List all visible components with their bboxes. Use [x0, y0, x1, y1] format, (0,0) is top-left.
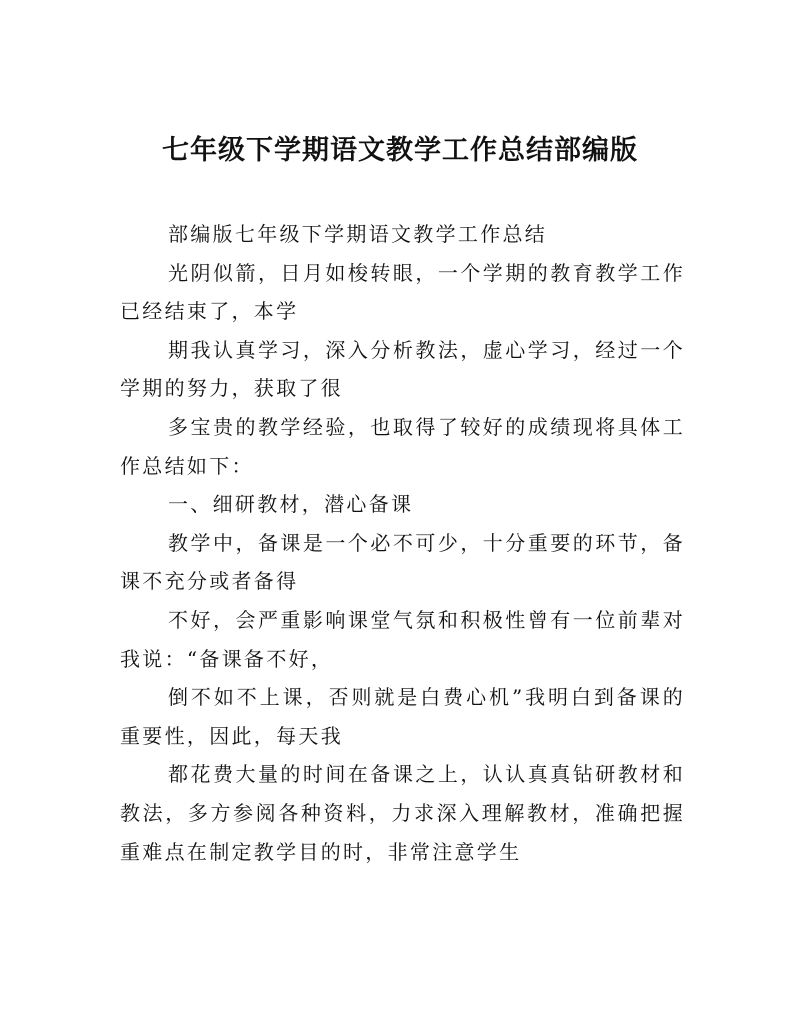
- paragraph: 教学中，备课是一个必不可少，十分重要的环节，备课不充分或者备得: [120, 530, 685, 594]
- paragraph: 倒不如不上课，否则就是白费心机”我明白到备课的重要性，因此，每天我: [120, 685, 685, 748]
- paragraph: 都花费大量的时间在备课之上，认认真真钻研教材和教法，多方参阅各种资料，力求深入理解教材，准确把握重难点在制定教学目的时，非常注意学生: [120, 762, 685, 864]
- document-body: [120, 215, 685, 871]
- paragraph: 不好，会严重影响课堂气氛和积极性曾有一位前辈对我说：“备课备不好，: [120, 607, 685, 671]
- paragraph: 光阴似箭，日月如梭转眼，一个学期的教育教学工作已经结束了，本学: [120, 260, 685, 324]
- document-title: 七年级下学期语文教学工作总结部编版: [162, 135, 638, 166]
- paragraph: 期我认真学习，深入分析教法，虚心学习，经过一个学期的努力，获取了很: [120, 337, 685, 401]
- paragraph: 多宝贵的教学经验，也取得了较好的成绩现将具体工作总结如下：: [120, 414, 685, 478]
- section-heading: 一、细研教材，潜心备课: [168, 492, 414, 517]
- paragraph-subtitle: 部编版七年级下学期语文教学工作总结: [168, 222, 548, 246]
